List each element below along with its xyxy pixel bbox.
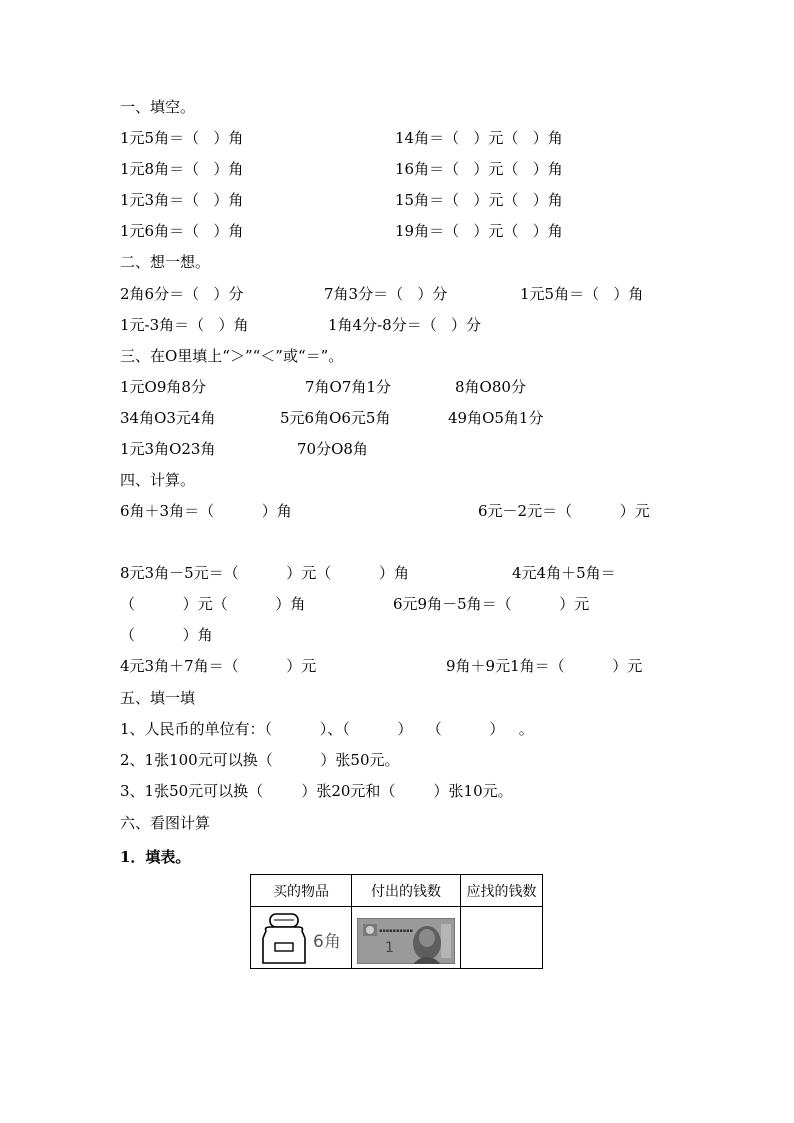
section-6-heading: 六、看图计算 (120, 814, 211, 832)
s2-row2-a: 1元-3角＝（ ）角 (120, 316, 249, 334)
table-row (251, 907, 543, 969)
item-cell (251, 907, 352, 969)
s1-row2-left: 1元8角＝（ ）角 (120, 160, 244, 178)
s4-row1-b: 6元－2元＝（ ）元 (478, 502, 650, 520)
paid-cell (352, 907, 461, 969)
s1-row4-left: 1元6角＝（ ）角 (120, 222, 244, 240)
s5-question-1: 1、人民币的单位有：（ ）、（ ） （ ） 。 (120, 720, 534, 738)
s2-row1-a: 2角6分＝（ ）分 (120, 285, 244, 303)
s3-row2-a: 34角O3元4角 (120, 409, 216, 427)
s1-row3-right: 15角＝（ ）元（ ）角 (395, 191, 563, 209)
s5-question-2: 2、1张100元可以换（ ）张50元。 (120, 751, 400, 769)
s4-row1-a: 6角＋3角＝（ ）角 (120, 502, 292, 520)
s5-question-3: 3、1张50元可以换（ ）张20元和（ ）张10元。 (120, 782, 513, 800)
s1-row3-left: 1元3角＝（ ）角 (120, 191, 244, 209)
s3-row1-a: 1元O9角8分 (120, 378, 206, 396)
header-change: 应找的钱数 (461, 875, 543, 907)
s2-row1-c: 1元5角＝（ ）角 (520, 285, 644, 303)
change-cell[interactable] (461, 907, 543, 969)
s3-row3-b: 70分O8角 (297, 440, 368, 458)
ink-bottle-icon (256, 911, 312, 967)
svg-text:1: 1 (385, 939, 394, 956)
s6-subtitle: 1．填表。 (120, 848, 191, 866)
header-paid: 付出的钱数 (352, 875, 461, 907)
s3-row2-b: 5元6角O6元5角 (280, 409, 391, 427)
banknote-1-yuan-icon (357, 918, 455, 964)
s1-row4-right: 19角＝（ ）元（ ）角 (395, 222, 563, 240)
s3-row1-c: 8角O80分 (455, 378, 526, 396)
s1-row1-right: 14角＝（ ）元（ ）角 (395, 129, 563, 147)
s4-row2-a: 8元3角－5元＝（ ）元（ ）角 (120, 564, 409, 582)
section-4-heading: 四、计算。 (120, 471, 196, 489)
s2-row1-b: 7角3分＝（ ）分 (324, 285, 448, 303)
s3-row2-c: 49角O5角1分 (448, 409, 544, 427)
header-item: 买的物品 (251, 875, 352, 907)
section-5-heading: 五、填一填 (120, 689, 196, 707)
s3-row1-b: 7角O7角1分 (305, 378, 391, 396)
table-header-row (251, 875, 543, 907)
item-price: 6角 (313, 932, 341, 952)
section-2-heading: 二、想一想。 (120, 253, 211, 271)
s1-row1-left: 1元5角＝（ ）角 (120, 129, 244, 147)
s4-row3-b: 6元9角－5角＝（ ）元 (393, 595, 590, 613)
s4-row4-a: （ ）角 (120, 626, 213, 644)
s4-row3-a: （ ）元（ ）角 (120, 595, 306, 613)
s4-row5-b: 9角＋9元1角＝（ ）元 (446, 657, 643, 675)
section-3-heading: 三、在O里填上“＞”“＜”或“＝”。 (120, 347, 344, 365)
s4-row2-b: 4元4角＋5角＝ (512, 564, 616, 582)
s2-row2-b: 1角4分-8分＝（ ）分 (328, 316, 482, 334)
fill-table (250, 874, 543, 969)
section-1-heading: 一、填空。 (120, 98, 196, 116)
s3-row3-a: 1元3角O23角 (120, 440, 216, 458)
s4-row5-a: 4元3角＋7角＝（ ）元 (120, 657, 317, 675)
s1-row2-right: 16角＝（ ）元（ ）角 (395, 160, 563, 178)
svg-text:▪▪▪▪▪▪▪▪▪▪: ▪▪▪▪▪▪▪▪▪▪ (379, 927, 413, 934)
